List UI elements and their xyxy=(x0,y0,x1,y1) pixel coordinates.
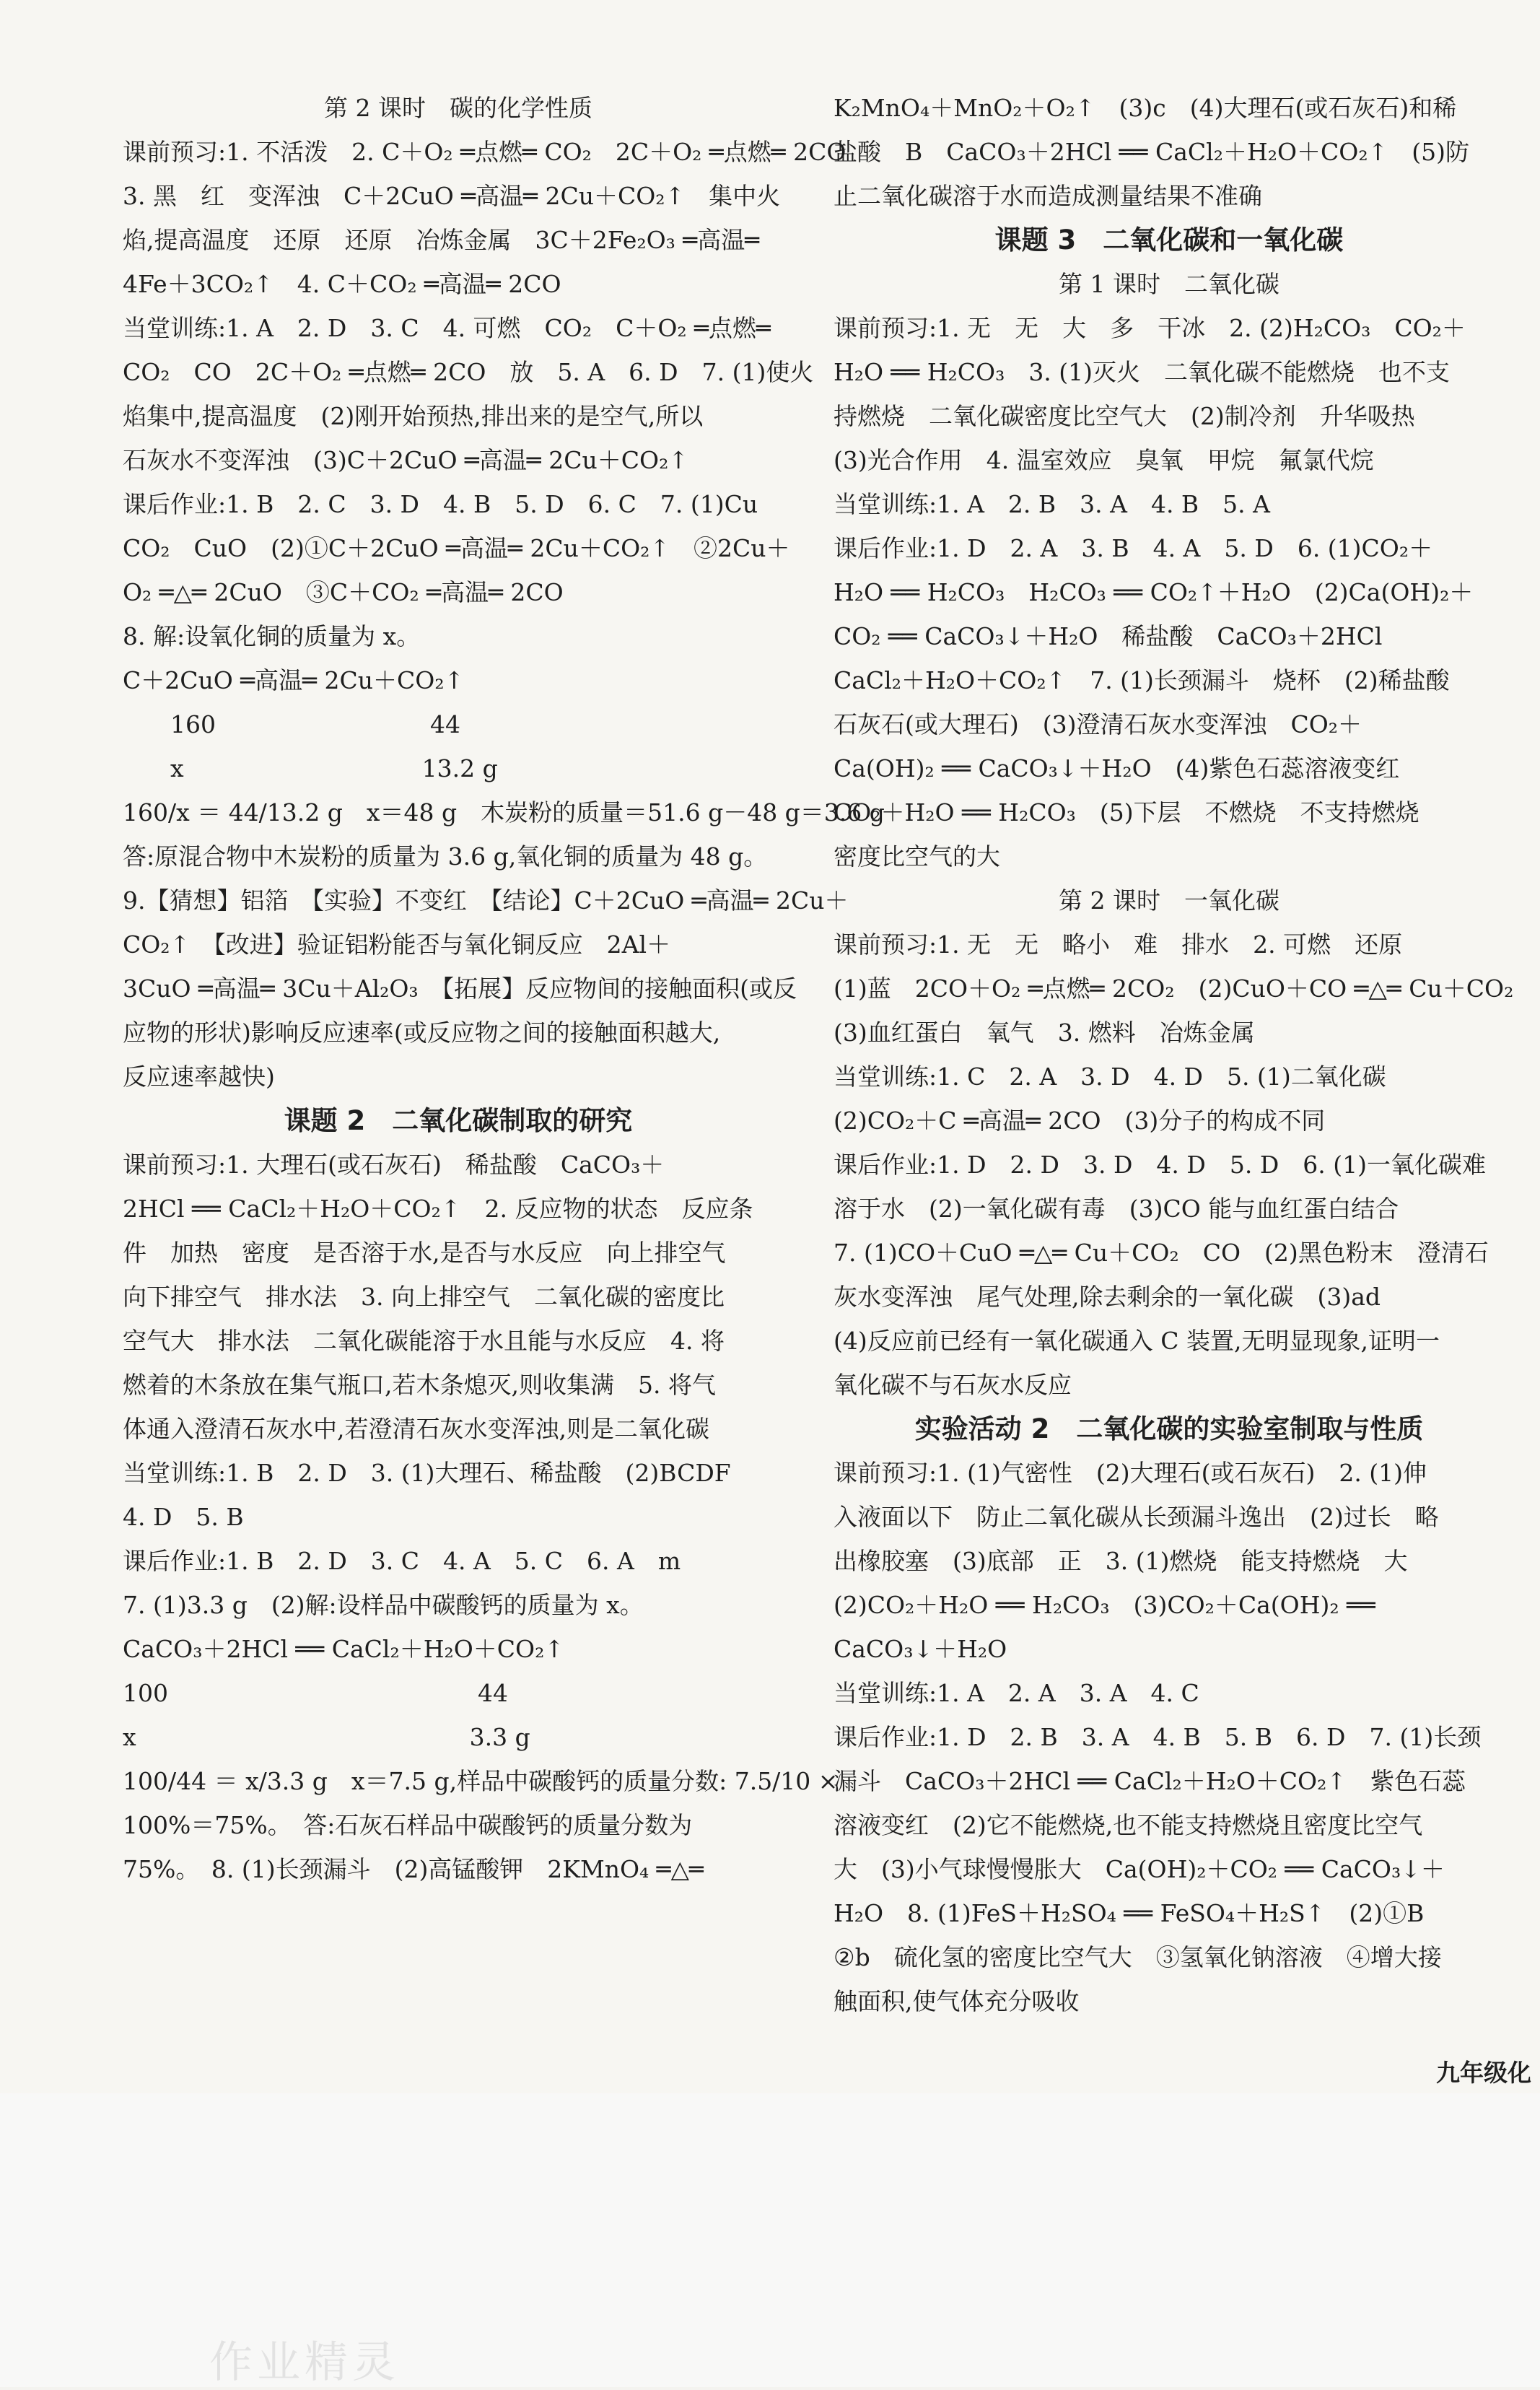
right-text-line: 触面积,使气体充分吸收 xyxy=(834,1987,1080,2015)
left-text-line: CaCO₃＋2HCl ══ CaCl₂＋H₂O＋CO₂↑ xyxy=(123,1635,564,1663)
right-text-line: 灰水变浑浊 尾气处理,除去剩余的一氧化碳 (3)ad xyxy=(834,1283,1381,1311)
left-text-line: 100/44 ＝ x/3.3 g x＝7.5 g,样品中碳酸钙的质量分数: 7.5/10 × xyxy=(123,1767,839,1795)
left-text-line: 燃着的木条放在集气瓶口,若木条熄灭,则收集满 5. 将气 xyxy=(123,1371,716,1399)
left-text-line: 4Fe＋3CO₂↑ 4. C＋CO₂ ═高温═ 2CO xyxy=(123,270,561,298)
left-text-line: 向下排空气 排水法 3. 向上排空气 二氧化碳的密度比 xyxy=(123,1283,725,1311)
right-section-heading: 实验活动 2 二氧化碳的实验室制取与性质 xyxy=(914,1413,1424,1444)
right-text-line: 密度比空气的大 xyxy=(834,842,1000,871)
right-text-line: 持燃烧 二氧化碳密度比空气大 (2)制冷剂 升华吸热 xyxy=(834,402,1415,430)
left-text-line: 件 加热 密度 是否溶于水,是否与水反应 向上排空气 xyxy=(123,1239,726,1267)
right-text-line: 溶于水 (2)一氧化碳有毒 (3)CO 能与血红蛋白结合 xyxy=(834,1195,1399,1223)
right-lesson-heading: 第 1 课时 二氧化碳 xyxy=(1059,270,1279,298)
right-text-line: 当堂训练:1. A 2. B 3. A 4. B 5. A xyxy=(834,490,1270,518)
right-text-line: 课后作业:1. D 2. B 3. A 4. B 5. B 6. D 7. (1)长颈 xyxy=(834,1723,1482,1751)
left-text-line: CO₂↑ 【改进】验证铝粉能否与氧化铜反应 2Al＋ xyxy=(123,930,671,959)
left-text-line: 体通入澄清石灰水中,若澄清石灰水变浑浊,则是二氧化碳 xyxy=(123,1415,709,1443)
left-text-line: 课后作业:1. B 2. D 3. C 4. A 5. C 6. A m xyxy=(123,1547,681,1575)
right-text-line: CaCl₂＋H₂O＋CO₂↑ 7. (1)长颈漏斗 烧杯 (2)稀盐酸 xyxy=(834,666,1450,694)
right-text-line: (2)CO₂＋C ═高温═ 2CO (3)分子的构成不同 xyxy=(834,1107,1326,1135)
right-text-line: CaCO₃↓＋H₂O xyxy=(834,1635,1007,1663)
right-text-line: 课后作业:1. D 2. A 3. B 4. A 5. D 6. (1)CO₂＋ xyxy=(834,534,1433,562)
left-column xyxy=(123,94,885,1899)
left-text-line: 3. 黑 红 变浑浊 C＋2CuO ═高温═ 2Cu＋CO₂↑ 集中火 xyxy=(123,182,781,210)
right-text-line: 入液面以下 防止二氧化碳从长颈漏斗逸出 (2)过长 略 xyxy=(834,1503,1439,1531)
left-text-line: 100%＝75%。 答:石灰石样品中碳酸钙的质量分数为 xyxy=(123,1811,693,1839)
left-text-line: 9.【猜想】铝箔 【实验】不变红 【结论】C＋2CuO ═高温═ 2Cu＋ xyxy=(123,886,849,915)
left-text-line: C＋2CuO ═高温═ 2Cu＋CO₂↑ xyxy=(123,666,465,694)
left-text-line: 160/x ＝ 44/13.2 g x＝48 g 木炭粉的质量＝51.6 g－48 g＝3.6 g xyxy=(123,798,885,827)
left-text-line: CO₂ CO 2C＋O₂ ═点燃═ 2CO 放 5. A 6. D 7. (1)使火 xyxy=(123,358,814,386)
right-text-line: 大 (3)小气球慢慢胀大 Ca(OH)₂＋CO₂ ══ CaCO₃↓＋ xyxy=(834,1855,1445,1883)
right-text-line: 漏斗 CaCO₃＋2HCl ══ CaCl₂＋H₂O＋CO₂↑ 紫色石蕊 xyxy=(834,1767,1466,1795)
grade-subject-label: 九年级化 xyxy=(1436,2059,1531,2087)
left-text-line: 8. 解:设氧化铜的质量为 x。 xyxy=(123,622,421,650)
right-column xyxy=(834,94,1514,2031)
right-text-line: 课前预习:1. (1)气密性 (2)大理石(或石灰石) 2. (1)伸 xyxy=(834,1459,1427,1487)
right-text-line: (3)血红蛋白 氧气 3. 燃料 冶炼金属 xyxy=(834,1019,1255,1047)
right-text-line: 溶液变红 (2)它不能燃烧,也不能支持燃烧且密度比空气 xyxy=(834,1811,1423,1839)
left-lesson-heading: 第 2 课时 碳的化学性质 xyxy=(324,94,592,122)
right-text-line: ②b 硫化氢的密度比空气大 ③氢氧化钠溶液 ④增大接 xyxy=(834,1943,1442,1971)
right-text-line: 7. (1)CO＋CuO ═△═ Cu＋CO₂ CO (2)黑色粉末 澄清石 xyxy=(834,1239,1489,1267)
watermark: 作业精灵 xyxy=(209,2337,400,2388)
right-text-line: (4)反应前已经有一氧化碳通入 C 装置,无明显现象,证明一 xyxy=(834,1327,1440,1355)
right-text-line: 氧化碳不与石灰水反应 xyxy=(834,1371,1072,1399)
right-text-line: 石灰石(或大理石) (3)澄清石灰水变浑浊 CO₂＋ xyxy=(834,710,1362,738)
right-text-line: H₂O ══ H₂CO₃ H₂CO₃ ══ CO₂↑＋H₂O (2)Ca(OH)₂＋ xyxy=(834,578,1474,606)
right-text-line: Ca(OH)₂ ══ CaCO₃↓＋H₂O (4)紫色石蕊溶液变红 xyxy=(834,754,1400,782)
left-text-line: 课后作业:1. B 2. C 3. D 4. B 5. D 6. C 7. (1)Cu xyxy=(123,490,758,518)
right-text-line: 止二氧化碳溶于水而造成测量结果不准确 xyxy=(834,182,1262,210)
right-text-line: H₂O ══ H₂CO₃ 3. (1)灭火 二氧化碳不能燃烧 也不支 xyxy=(834,358,1451,386)
left-text-line: 反应速率越快) xyxy=(123,1063,275,1091)
left-text-line: 当堂训练:1. B 2. D 3. (1)大理石、稀盐酸 (2)BCDF xyxy=(123,1459,731,1487)
left-text-line: x 3.3 g xyxy=(123,1723,530,1751)
right-text-line: (2)CO₂＋H₂O ══ H₂CO₃ (3)CO₂＋Ca(OH)₂ ══ xyxy=(834,1591,1375,1619)
right-text-line: H₂O 8. (1)FeS＋H₂SO₄ ══ FeSO₄＋H₂S↑ (2)①B xyxy=(834,1899,1425,1927)
left-text-line: 当堂训练:1. A 2. D 3. C 4. 可燃 CO₂ C＋O₂ ═点燃═ xyxy=(123,314,771,342)
right-text-line: 当堂训练:1. C 2. A 3. D 4. D 5. (1)二氧化碳 xyxy=(834,1063,1386,1091)
left-text-line: 4. D 5. B xyxy=(123,1503,244,1531)
right-text-line: CO₂＋H₂O ══ H₂CO₃ (5)下层 不燃烧 不支持燃烧 xyxy=(834,798,1419,827)
left-text-line: 石灰水不变浑浊 (3)C＋2CuO ═高温═ 2Cu＋CO₂↑ xyxy=(123,446,688,474)
right-text-line: (3)光合作用 4. 温室效应 臭氧 甲烷 氟氯代烷 xyxy=(834,446,1374,474)
left-text-line: 160 44 xyxy=(123,710,460,738)
left-text-line: 空气大 排水法 二氧化碳能溶于水且能与水反应 4. 将 xyxy=(123,1327,725,1355)
left-text-line: 课前预习:1. 不活泼 2. C＋O₂ ═点燃═ CO₂ 2C＋O₂ ═点燃═ 2CO xyxy=(123,138,846,166)
right-text-line: 课前预习:1. 无 无 略小 难 排水 2. 可燃 还原 xyxy=(834,930,1403,959)
right-text-line: (1)蓝 2CO＋O₂ ═点燃═ 2CO₂ (2)CuO＋CO ═△═ Cu＋CO₂ xyxy=(834,974,1514,1003)
right-section-heading: 课题 3 二氧化碳和一氧化碳 xyxy=(994,224,1344,256)
left-section-heading: 课题 2 二氧化碳制取的研究 xyxy=(284,1105,633,1136)
left-text-line: CO₂ CuO (2)①C＋2CuO ═高温═ 2Cu＋CO₂↑ ②2Cu＋ xyxy=(123,534,790,562)
right-text-line: 课前预习:1. 无 无 大 多 干冰 2. (2)H₂CO₃ CO₂＋ xyxy=(834,314,1466,342)
right-text-line: CO₂ ══ CaCO₃↓＋H₂O 稀盐酸 CaCO₃＋2HCl xyxy=(834,622,1383,650)
left-text-line: 100 44 xyxy=(123,1679,508,1707)
right-lesson-heading: 第 2 课时 一氧化碳 xyxy=(1059,886,1279,915)
left-text-line: 3CuO ═高温═ 3Cu＋Al₂O₃ 【拓展】反应物间的接触面积(或反 xyxy=(123,974,797,1003)
left-text-line: 75%。 8. (1)长颈漏斗 (2)高锰酸钾 2KMnO₄ ═△═ xyxy=(123,1855,704,1883)
left-text-line: 7. (1)3.3 g (2)解:设样品中碳酸钙的质量为 x。 xyxy=(123,1591,644,1619)
left-text-line: 应物的形状)影响反应速率(或反应物之间的接触面积越大, xyxy=(123,1019,721,1047)
left-text-line: 焰,提高温度 还原 还原 冶炼金属 3C＋2Fe₂O₃ ═高温═ xyxy=(123,226,760,254)
left-text-line: O₂ ═△═ 2CuO ③C＋CO₂ ═高温═ 2CO xyxy=(123,578,564,606)
right-text-line: 出橡胶塞 (3)底部 正 3. (1)燃烧 能支持燃烧 大 xyxy=(834,1547,1408,1575)
left-text-line: 答:原混合物中木炭粉的质量为 3.6 g,氧化铜的质量为 48 g。 xyxy=(123,842,768,871)
right-text-line: 当堂训练:1. A 2. A 3. A 4. C xyxy=(834,1679,1199,1707)
left-text-line: 2HCl ══ CaCl₂＋H₂O＋CO₂↑ 2. 反应物的状态 反应条 xyxy=(123,1195,753,1223)
right-text-line: 盐酸 B CaCO₃＋2HCl ══ CaCl₂＋H₂O＋CO₂↑ (5)防 xyxy=(834,138,1469,166)
left-text-line: 焰集中,提高温度 (2)刚开始预热,排出来的是空气,所以 xyxy=(123,402,704,430)
right-text-line: K₂MnO₄＋MnO₂＋O₂↑ (3)c (4)大理石(或石灰石)和稀 xyxy=(834,94,1457,122)
left-text-line: 课前预习:1. 大理石(或石灰石) 稀盐酸 CaCO₃＋ xyxy=(123,1151,665,1179)
right-text-line: 课后作业:1. D 2. D 3. D 4. D 5. D 6. (1)一氧化碳难 xyxy=(834,1151,1487,1179)
left-text-line: x 13.2 g xyxy=(123,754,498,782)
